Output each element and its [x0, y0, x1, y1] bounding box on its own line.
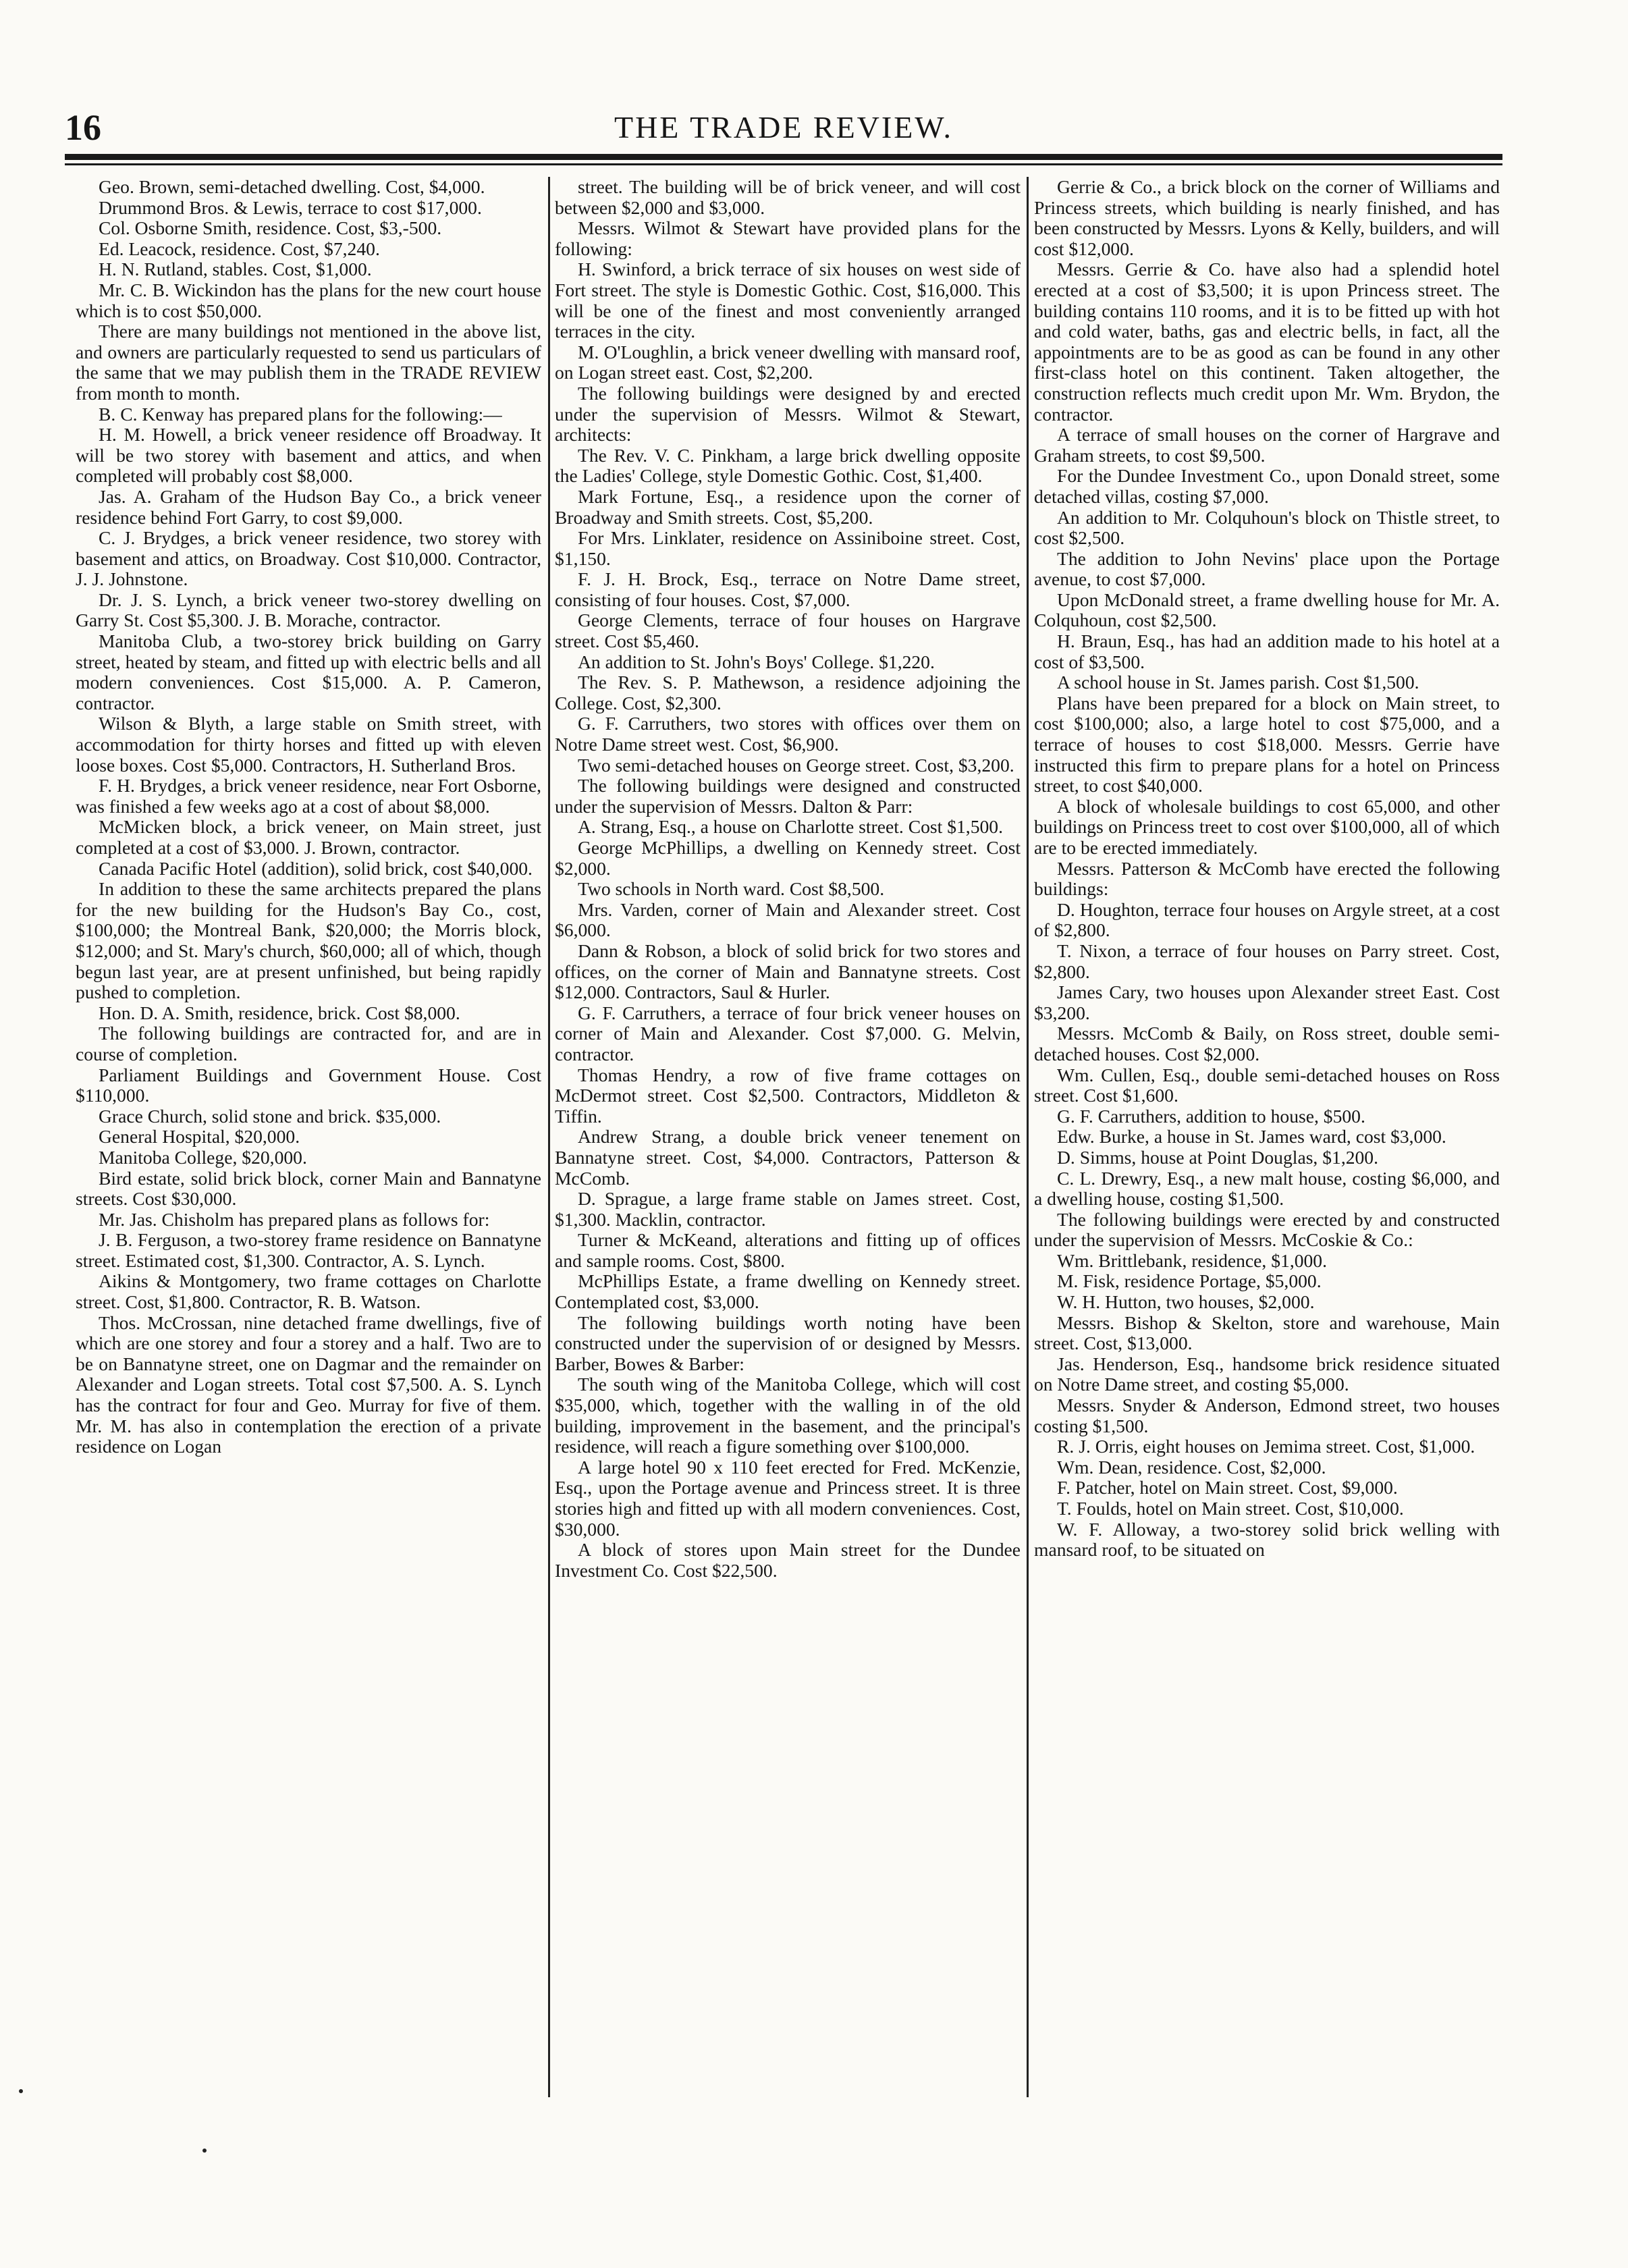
paragraph: Mr. C. B. Wickindon has the plans for the new court house which is to cost $50,000. [76, 279, 541, 321]
paragraph: F. J. H. Brock, Esq., terrace on Notre Dame street, consisting of four houses. Cost, $7,000. [555, 568, 1021, 610]
paragraph: The addition to John Nevins' place upon the Portage avenue, to cost $7,000. [1034, 547, 1500, 590]
paragraph: T. Foulds, hotel on Main street. Cost, $10,000. [1057, 1498, 1404, 1519]
column-divider [548, 177, 550, 2097]
paragraph: Messrs. Snyder & Anderson, Edmond street, two houses costing $1,500. [1034, 1395, 1500, 1436]
paragraph: McPhillips Estate, a frame dwelling on Kennedy street. Contemplated cost, $3,000. [555, 1270, 1021, 1313]
paragraph: The Rev. V. C. Pinkham, a large brick dwelling opposite the Ladies' College, style Domestic Gothic. Cost, $1,400. [555, 444, 1021, 487]
paragraph: Mark Fortune, Esq., a residence upon the corner of Broadway and Smith streets. Cost, $5,200. [555, 485, 1021, 528]
paragraph: Jas. A. Graham of the Hudson Bay Co., a brick veneer residence behind Fort Garry, to cost $9,000. [76, 485, 541, 528]
paragraph: An addition to St. John's Boys' College. $1,220. [578, 651, 935, 672]
header-rule-thin [65, 163, 1502, 165]
page-header [65, 101, 1502, 148]
paragraph: James Cary, two houses upon Alexander street East. Cost $3,200. [1034, 981, 1500, 1023]
paragraph: Manitoba Club, a two-storey brick building on Garry street, heated by steam, and fitted up with electric bells and all modern conveniences. Cost $15,000. A. P. Cameron, contractor. [76, 630, 541, 713]
paragraph: Edw. Burke, a house in St. James ward, cost $3,000. [1057, 1126, 1446, 1148]
paragraph: Two schools in North ward. Cost $8,500. [578, 878, 885, 900]
paragraph: Messrs. Wilmot & Stewart have provided plans for the following: [555, 217, 1021, 259]
paragraph: Turner & McKeand, alterations and fitting up of offices and sample rooms. Cost, $800. [555, 1229, 1021, 1271]
paragraph: Mr. Jas. Chisholm has prepared plans as follows for: [99, 1208, 490, 1230]
paragraph: McMicken block, a brick veneer, on Main street, just completed at a cost of $3,000. J. Brown, contractor. [76, 816, 541, 858]
paragraph: Dann & Robson, a block of solid brick for two stores and offices, on the corner of Main and Bannatyne streets. Cost $12,000. Contractors, Saul & Hurler. [555, 940, 1021, 1003]
paragraph: Jas. Henderson, Esq., handsome brick residence situated on Notre Dame street, and costing $5,000. [1034, 1353, 1500, 1395]
column-2 [555, 177, 1021, 2107]
paragraph: Andrew Strang, a double brick veneer tenement on Bannatyne street. Cost, $4,000. Contractors, Patterson & McComb. [555, 1126, 1021, 1189]
paragraph: Bird estate, solid brick block, corner Main and Bannatyne streets. Cost $30,000. [76, 1167, 541, 1210]
paragraph: Wilson & Blyth, a large stable on Smith street, with accommodation for thirty horses and fitted up with eleven loose boxes. Cost $5,000. Contractors, H. Sutherland Bros. [76, 713, 541, 776]
paragraph: The following buildings were erected by and constructed under the supervision of Messrs. McCoskie & Co.: [1034, 1208, 1500, 1251]
paragraph: H. N. Rutland, stables. Cost, $1,000. [99, 259, 372, 280]
paragraph: A school house in St. James parish. Cost $1,500. [1057, 672, 1419, 693]
paragraph: Dr. J. S. Lynch, a brick veneer two-storey dwelling on Garry St. Cost $5,300. J. B. Morache, contractor. [76, 589, 541, 631]
paragraph: A block of stores upon Main street for the Dundee Investment Co. Cost $22,500. [555, 1539, 1021, 1581]
paragraph: A block of wholesale buildings to cost 65,000, and other buildings on Princess treet to cost over $100,000, all of which are to be erected immediately. [1034, 795, 1500, 858]
paragraph: Geo. Brown, semi-detached dwelling. Cost, $4,000. [99, 177, 485, 197]
column-1 [76, 177, 541, 2107]
paragraph: The following buildings are contracted for, and are in course of completion. [76, 1023, 541, 1064]
paragraph: D. Simms, house at Point Douglas, $1,200. [1057, 1146, 1379, 1168]
paragraph: Two semi-detached houses on George street. Cost, $3,200. [578, 754, 1014, 776]
paragraph: Hon. D. A. Smith, residence, brick. Cost $8,000. [99, 1002, 460, 1023]
paragraph: G. F. Carruthers, a terrace of four brick veneer houses on corner of Main and Alexander. Cost $7,000. G. Melvin, contractor. [555, 1002, 1021, 1064]
paragraph: street. The building will be of brick veneer, and will cost between $2,000 and $3,000. [555, 177, 1021, 218]
paragraph: A terrace of small houses on the corner of Hargrave and Graham streets, to cost $9,500. [1034, 424, 1500, 466]
paragraph: Col. Osborne Smith, residence. Cost, $3,-500. [99, 217, 442, 239]
paragraph: Parliament Buildings and Government House. Cost $110,000. [76, 1064, 541, 1106]
paragraph: George McPhillips, a dwelling on Kennedy street. Cost $2,000. [555, 837, 1021, 879]
paragraph: W. H. Hutton, two houses, $2,000. [1057, 1291, 1315, 1313]
paragraph: Mrs. Varden, corner of Main and Alexander street. Cost $6,000. [555, 898, 1021, 941]
paragraph: General Hospital, $20,000. [99, 1126, 300, 1148]
paragraph: B. C. Kenway has prepared plans for the following:— [99, 403, 502, 425]
paragraph: G. F. Carruthers, two stores with offices over them on Notre Dame street west. Cost, $6,900. [555, 713, 1021, 755]
column-3 [1034, 177, 1500, 2107]
paragraph: F. Patcher, hotel on Main street. Cost, $9,000. [1057, 1477, 1398, 1498]
paragraph: Thomas Hendry, a row of five frame cottages on McDermot street. Cost $2,500. Contractors, Middleton & Tiffin. [555, 1064, 1021, 1127]
paragraph: C. L. Drewry, Esq., a new malt house, costing $6,000, and a dwelling house, costing $1,500. [1034, 1167, 1500, 1210]
paragraph: F. H. Brydges, a brick veneer residence, near Fort Osborne, was finished a few weeks ago at a cost of about $8,000. [76, 775, 541, 817]
paragraph: The south wing of the Manitoba College, which will cost $35,000, which, together with the walling in of the old building, improvement in the basement, and the principal's residence, will reach a figure something over $100,000. [555, 1374, 1021, 1457]
paragraph: Upon McDonald street, a frame dwelling house for Mr. A. Colquhoun, cost $2,500. [1034, 589, 1500, 631]
paragraph: A large hotel 90 x 110 feet erected for Fred. McKenzie, Esq., upon the Portage avenue and Princess street. It is three stories high and fitted up with all modern conveniences. Cost, $30,000. [555, 1456, 1021, 1540]
running-title: THE TRADE REVIEW. [614, 110, 953, 144]
paragraph: G. F. Carruthers, addition to house, $500. [1057, 1105, 1365, 1127]
paragraph: Grace Church, solid stone and brick. $35,000. [99, 1105, 441, 1127]
paragraph: Messrs. Bishop & Skelton, store and warehouse, Main street. Cost, $13,000. [1034, 1312, 1500, 1354]
paragraph: Drummond Bros. & Lewis, terrace to cost $17,000. [99, 196, 482, 218]
paragraph: Ed. Leacock, residence. Cost, $7,240. [99, 238, 380, 259]
paragraph: A. Strang, Esq., a house on Charlotte street. Cost $1,500. [578, 816, 1003, 838]
paragraph: H. Braun, Esq., has had an addition made to his hotel at a cost of $3,500. [1034, 630, 1500, 672]
paragraph: The following buildings worth noting have been constructed under the supervision of or designed by Messrs. Barber, Bowes & Barber: [555, 1312, 1021, 1374]
paragraph: T. Nixon, a terrace of four houses on Parry street. Cost, $2,800. [1034, 940, 1500, 982]
paragraph: Aikins & Montgomery, two frame cottages on Charlotte street. Cost, $1,800. Contractor, R. B. Watson. [76, 1270, 541, 1313]
paragraph: Messrs. Gerrie & Co. have also had a splendid hotel erected at a cost of $3,500; it is upon Princess street. The building contains 110 rooms, and it is to be fitted up with hot and cold water, baths, gas and electric bells, in fact, all the appointments are to be as good as can be found in any other first-class hotel on this continent. Taken altogether, the construction reflects much credit upon Mr. Wm. Brydon, the contractor. [1034, 259, 1500, 425]
paragraph: Canada Pacific Hotel (addition), solid brick, cost $40,000. [99, 857, 533, 879]
print-speck [202, 2149, 207, 2153]
paragraph: C. J. Brydges, a brick veneer residence, two storey with basement and attics, on Broadway. Cost $10,000. Contractor, J. J. Johnstone. [76, 527, 541, 590]
page-number: 16 [65, 107, 101, 148]
paragraph: Messrs. McComb & Baily, on Ross street, double semi-detached houses. Cost $2,000. [1034, 1023, 1500, 1064]
paragraph: There are many buildings not mentioned in the above list, and owners are particularly requested to send us particulars of the same that we may publish them in the TRADE REVIEW from month to month. [76, 321, 541, 404]
paragraph: In addition to these the same architects prepared the plans for the new building for the Hudson's Bay Co., cost, $100,000; the Montreal Bank, $20,000; the Morris block, $12,000; and St. Mary's church, $60,000; all of which, though begun last year, are at present unfinished, but being rapidly pushed to completion. [76, 878, 541, 1003]
paragraph: Wm. Dean, residence. Cost, $2,000. [1057, 1456, 1326, 1478]
paragraph: Messrs. Patterson & McComb have erected the following buildings: [1034, 857, 1500, 900]
paragraph: The following buildings were designed by and erected under the supervision of Messrs. Wilmot & Stewart, architects: [555, 382, 1021, 446]
paragraph: H. M. Howell, a brick veneer residence off Broadway. It will be two storey with basement and attics, and when completed will probably cost $8,000. [76, 424, 541, 487]
paragraph: The Rev. S. P. Mathewson, a residence adjoining the College. Cost, $2,300. [555, 672, 1021, 713]
paragraph: Thos. McCrossan, nine detached frame dwellings, five of which are one storey and four a storey and a half. Two are to be on Bannatyne street, one on Dagmar and the remainder on Alexander and Logan streets. Total cost $7,500. A. S. Lynch has the contract for four and Geo. Murray for five of them. Mr. M. has also in contemplation the erection of a private residence on Logan [76, 1312, 541, 1457]
paragraph: Wm. Cullen, Esq., double semi-detached houses on Ross street. Cost $1,600. [1034, 1064, 1500, 1106]
paragraph: Wm. Brittlebank, residence, $1,000. [1057, 1249, 1328, 1271]
paragraph: M. O'Loughlin, a brick veneer dwelling with mansard roof, on Logan street east. Cost, $2,200. [555, 341, 1021, 383]
paragraph: R. J. Orris, eight houses on Jemima street. Cost, $1,000. [1057, 1436, 1475, 1457]
paragraph: W. F. Alloway, a two-storey solid brick welling with mansard roof, to be situated on [1034, 1518, 1500, 1561]
paragraph: An addition to Mr. Colquhoun's block on Thistle street, to cost $2,500. [1034, 506, 1500, 549]
paragraph: D. Sprague, a large frame stable on James street. Cost, $1,300. Macklin, contractor. [555, 1188, 1021, 1230]
print-speck [19, 2089, 23, 2093]
paragraph: George Clements, terrace of four houses on Hargrave street. Cost $5,460. [555, 610, 1021, 652]
paragraph: D. Houghton, terrace four houses on Argyle street, at a cost of $2,800. [1034, 898, 1500, 941]
column-divider [1027, 177, 1029, 2097]
paragraph: J. B. Ferguson, a two-storey frame residence on Bannatyne street. Estimated cost, $1,300. Contractor, A. S. Lynch. [76, 1229, 541, 1271]
paragraph: The following buildings were designed and constructed under the supervision of Messrs. Dalton & Parr: [555, 775, 1021, 817]
header-rule-thick [65, 154, 1502, 160]
paragraph: Plans have been prepared for a block on Main street, to cost $100,000; also, a large hotel to cost $75,000, and a terrace of houses to cost $18,000. Messrs. Gerrie have instructed this firm to prepare plans for a hotel on Princess street, to cost $40,000. [1034, 692, 1500, 796]
paragraph: For Mrs. Linklater, residence on Assiniboine street. Cost, $1,150. [555, 527, 1021, 569]
paragraph: M. Fisk, residence Portage, $5,000. [1057, 1270, 1322, 1292]
paragraph: Gerrie & Co., a brick block on the corner of Williams and Princess streets, which building is nearly finished, and has been constructed by Messrs. Lyons & Kelly, builders, and will cost $12,000. [1034, 177, 1500, 259]
paragraph: For the Dundee Investment Co., upon Donald street, some detached villas, costing $7,000. [1034, 465, 1500, 507]
paragraph: Manitoba College, $20,000. [99, 1146, 307, 1168]
paragraph: H. Swinford, a brick terrace of six houses on west side of Fort street. The style is Domestic Gothic. Cost, $16,000. This will be one of the finest and most conveniently arranged terraces in the city. [555, 259, 1021, 342]
